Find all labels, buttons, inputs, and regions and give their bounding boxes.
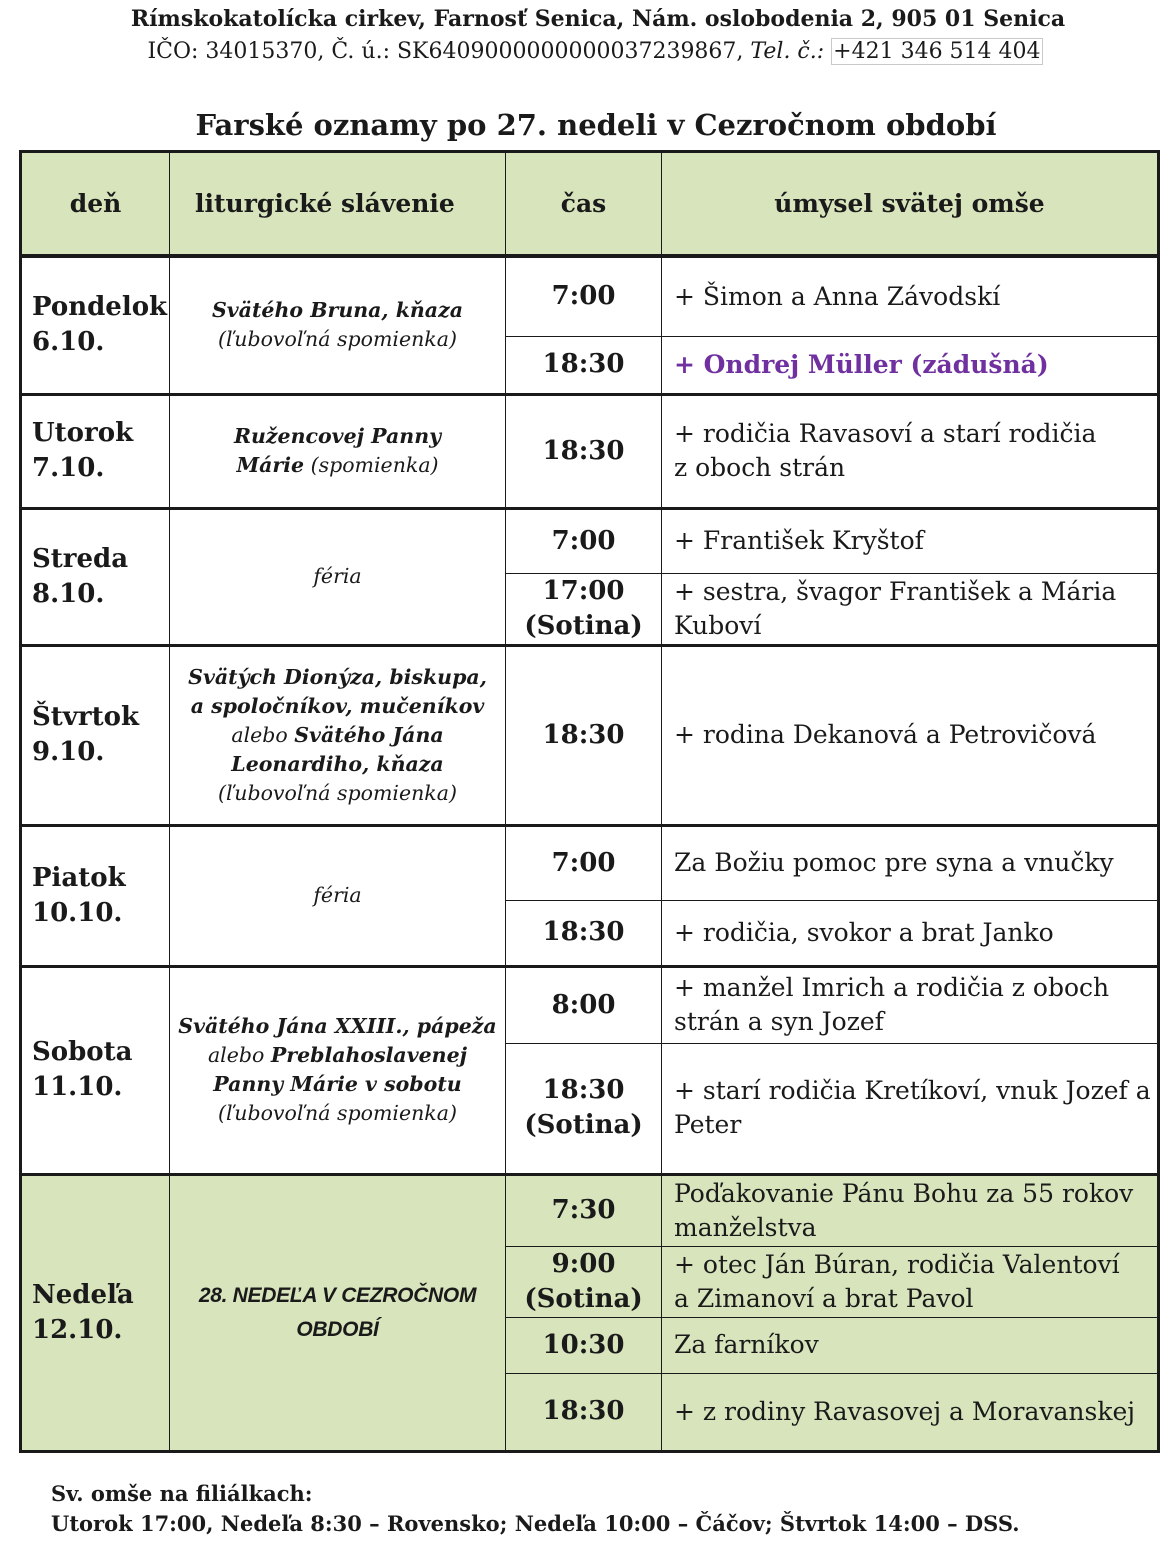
day-cell: Streda 8.10. xyxy=(21,508,170,645)
mass-time: 10:30 xyxy=(506,1317,662,1373)
mass-intention: + rodičia Ravasoví a starí rodičia z oboch strán xyxy=(662,394,1159,508)
liturgy-cell: féria xyxy=(170,508,506,645)
mass-time: 18:30 xyxy=(506,1373,662,1451)
tel-label: Tel. č.: xyxy=(750,39,825,64)
day-cell: Štvrtok 9.10. xyxy=(21,645,170,825)
schedule-table xyxy=(19,150,1160,1453)
mass-intention: + manžel Imrich a rodičia z oboch strán a syn Jozef xyxy=(662,966,1159,1043)
mass-time: 8:00 xyxy=(506,966,662,1043)
mass-time: 7:00 xyxy=(506,508,662,573)
table-row xyxy=(21,1174,1159,1246)
day-cell: Pondelok 6.10. xyxy=(21,256,170,394)
mass-intention-highlighted: + Ondrej Müller (zádušná) xyxy=(662,336,1159,394)
col-header-intention: úmysel svätej omše xyxy=(662,152,1159,257)
liturgy-cell: 28. NEDEĽA V CEZROČNOM OBDOBÍ xyxy=(170,1174,506,1451)
liturgy-cell: féria xyxy=(170,825,506,966)
parish-ico-account: IČO: 34015370, Č. ú.: SK6409000000000037239867, xyxy=(147,39,751,64)
mass-time: 18:30 xyxy=(506,394,662,508)
table-row xyxy=(21,394,1159,508)
mass-intention: Za farníkov xyxy=(662,1317,1159,1373)
mass-time: 18:30 xyxy=(506,336,662,394)
phone-number[interactable]: +421 346 514 404 xyxy=(833,39,1041,64)
col-header-time: čas xyxy=(506,152,662,257)
mass-time: 17:00 (Sotina) xyxy=(506,573,662,645)
mass-intention: Poďakovanie Pánu Bohu za 55 rokov manželstva xyxy=(662,1174,1159,1246)
liturgy-cell: Svätého Jána XXIII., pápeža alebo Preblahoslavenej Panny Márie v sobotu (ľubovoľná spomienka) xyxy=(170,966,506,1174)
mass-time: 7:00 xyxy=(506,256,662,336)
mass-intention: + rodina Dekanová a Petrovičová xyxy=(662,645,1159,825)
mass-time: 7:00 xyxy=(506,825,662,900)
mass-intention: + rodičia, svokor a brat Janko xyxy=(662,900,1159,966)
mass-intention: + starí rodičia Kretíkoví, vnuk Jozef a Peter xyxy=(662,1043,1159,1174)
mass-time: 18:30 xyxy=(506,900,662,966)
page-title: Farské oznamy po 27. nedeli v Cezročnom období xyxy=(195,108,997,142)
day-cell: Utorok 7.10. xyxy=(21,394,170,508)
mass-time: 7:30 xyxy=(506,1174,662,1246)
mass-time: 18:30 (Sotina) xyxy=(506,1043,662,1174)
table-row xyxy=(21,508,1159,573)
parish-name-address: Rímskokatolícka cirkev, Farnosť Senica, Nám. oslobodenia 2, 905 01 Senica xyxy=(130,6,1066,32)
mass-intention: + sestra, švagor František a Mária Kuboví xyxy=(662,573,1159,645)
mass-intention: + František Kryštof xyxy=(662,508,1159,573)
filial-masses-text: Utorok 17:00, Nedeľa 8:30 – Rovensko; Nedeľa 10:00 – Čáčov; Štvrtok 14:00 – DSS. xyxy=(51,1511,1020,1536)
day-cell: Piatok 10.10. xyxy=(21,825,170,966)
parish-ids xyxy=(0,39,1176,64)
table-row xyxy=(21,645,1159,825)
col-header-liturgy: liturgické slávenie xyxy=(170,152,506,257)
table-row xyxy=(21,256,1159,336)
mass-intention: + z rodiny Ravasovej a Moravanskej xyxy=(662,1373,1159,1451)
table-row xyxy=(21,825,1159,900)
liturgy-cell: Svätých Dionýza, biskupa, a spoločníkov, mučeníkov alebo Svätého Jána Leonardiho, kňaza (ľubovoľná spomienka) xyxy=(170,645,506,825)
filial-masses-heading: Sv. omše na filiálkach: xyxy=(51,1481,313,1506)
mass-intention: Za Božiu pomoc pre syna a vnučky xyxy=(662,825,1159,900)
mass-time: 9:00 (Sotina) xyxy=(506,1246,662,1317)
liturgy-cell: Ružencovej Panny Márie (spomienka) xyxy=(170,394,506,508)
day-cell: Nedeľa 12.10. xyxy=(21,1174,170,1451)
mass-intention: + Šimon a Anna Závodskí xyxy=(662,256,1159,336)
mass-time: 18:30 xyxy=(506,645,662,825)
table-header-row xyxy=(21,152,1159,257)
mass-intention: + otec Ján Búran, rodičia Valentoví a Zimanoví a brat Pavol xyxy=(662,1246,1159,1317)
col-header-day: deň xyxy=(21,152,170,257)
table-row xyxy=(21,966,1159,1043)
day-cell: Sobota 11.10. xyxy=(21,966,170,1174)
liturgy-cell: Svätého Bruna, kňaza (ľubovoľná spomienka) xyxy=(170,256,506,394)
